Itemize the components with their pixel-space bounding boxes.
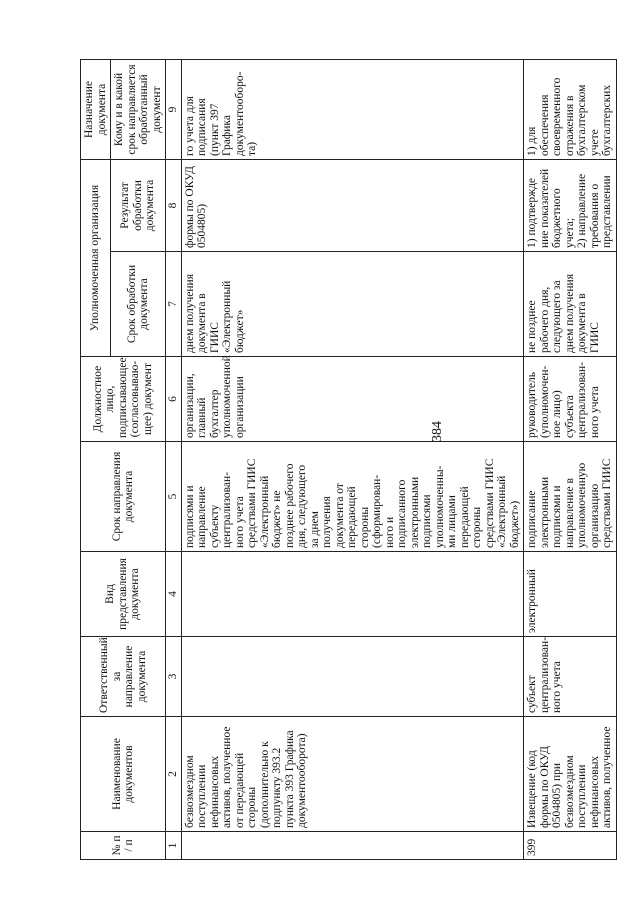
cell-line: пункта 393 Графика — [283, 730, 296, 828]
header-group-naznach: Назначение документа — [81, 59, 111, 159]
cell-line: 0504805) при — [551, 762, 563, 828]
cell-line: 1) подтвержде — [526, 177, 538, 248]
cell-line: электронными — [538, 476, 551, 548]
cell-line: активов, полученное — [601, 726, 613, 828]
cell-line: ного учета — [551, 661, 563, 713]
header-responsible: Ответственный за направление документа — [81, 637, 166, 717]
cell-line: передающей — [346, 486, 358, 548]
cell-line: подписания — [196, 98, 208, 156]
cell-line: обеспечения — [538, 94, 551, 156]
row-num — [181, 832, 524, 860]
cell-line: уполномоченной — [221, 355, 233, 438]
cell-line: бухгалтер — [208, 389, 221, 438]
cell-line: активов, полученное — [221, 726, 233, 828]
cell-line: требования о — [588, 183, 601, 248]
col-number: 7 — [166, 252, 182, 357]
cell-line: бюджет») — [508, 500, 521, 548]
cell-line: организации — [233, 376, 246, 438]
cell-line: средствами ГИИС — [246, 458, 258, 548]
cell-line: ное лицо) — [551, 390, 563, 438]
cell-line: ние показателей — [538, 168, 551, 248]
cell-line: подписание — [526, 490, 538, 548]
header-result: Результат обработки документа — [111, 159, 166, 251]
cell-line: (уполномочен- — [538, 365, 551, 438]
cell-line: бухгалтерском — [576, 84, 588, 156]
header-group-upolnom: Уполномоченная организация — [81, 159, 111, 356]
cell-line: стороны — [358, 506, 371, 548]
cell-line: стороны — [246, 786, 258, 828]
cell-line: за днем — [308, 511, 321, 548]
cell-line: от передающей — [233, 752, 246, 828]
row-official — [524, 357, 617, 442]
cell-line: рабочего дня, — [538, 286, 551, 353]
cell-line: централизован- — [576, 361, 588, 438]
cell-line: днем получения — [183, 274, 196, 353]
cell-line: (дополнительно к — [258, 741, 271, 828]
cell-line: формы по ОКУД — [538, 745, 551, 828]
cell-line: стороны — [471, 506, 483, 548]
cell-line: главный — [196, 397, 208, 438]
cell-line: централизован- — [221, 471, 233, 548]
row-processing — [181, 252, 524, 357]
table-row — [181, 59, 524, 859]
document-table-wrapper — [80, 60, 613, 860]
cell-line: подпункту 393.2 — [271, 747, 283, 828]
cell-line: (сформирован- — [371, 474, 383, 548]
cell-line: субъекта — [563, 395, 576, 438]
header-kind: Вид представления документа — [81, 552, 166, 637]
cell-line: уполномоченную — [576, 462, 588, 548]
row-official — [181, 357, 524, 442]
col-number: 8 — [166, 159, 182, 251]
cell-line: документооборота) — [296, 733, 308, 828]
row-num: 399 — [524, 832, 617, 860]
row-deadline — [524, 442, 617, 552]
cell-line: следующего за — [551, 280, 563, 353]
cell-line: ного и — [383, 516, 396, 548]
row-result — [524, 159, 617, 251]
cell-line: Извещение (код — [526, 750, 538, 828]
row-kind: электронный — [524, 552, 617, 637]
cell-line: безвозмездном — [183, 755, 196, 828]
cell-line: организацию — [588, 483, 601, 548]
row-doc-name — [524, 717, 617, 832]
table-row — [524, 59, 617, 859]
cell-line: бюджет» — [233, 309, 246, 353]
cell-line: днем получения — [563, 274, 576, 353]
cell-line: учете — [588, 129, 601, 156]
row-processing — [524, 252, 617, 357]
document-flow-table — [80, 59, 617, 860]
row-destination — [524, 59, 617, 159]
cell-line: ми лицами — [446, 495, 458, 548]
cell-line: направление в — [563, 478, 576, 548]
header-doc-name: Наименование документов — [81, 717, 166, 832]
row-destination — [181, 59, 524, 159]
cell-line: «Электронный — [496, 475, 508, 548]
cell-line: своевременного — [551, 77, 563, 156]
col-number: 9 — [166, 59, 182, 159]
cell-line: организации, — [183, 373, 196, 438]
cell-line: централизован- — [538, 636, 551, 713]
header-num: № п / п — [81, 832, 166, 860]
col-number: 3 — [166, 637, 182, 717]
cell-line: субъект — [526, 675, 538, 713]
cell-line: документа в — [196, 293, 208, 353]
cell-line: получения — [321, 496, 333, 548]
cell-line: (пункт 397 — [208, 103, 221, 156]
header-deadline: Срок направления документа — [81, 442, 166, 552]
header-official: Должностное лицо, подписывающее (согласовываю-щее) документ — [81, 357, 166, 442]
cell-line: формы по ОКУД — [183, 165, 196, 248]
cell-line: подписями и — [183, 485, 196, 548]
cell-line: ного учета — [233, 496, 246, 548]
cell-line: 2) направление — [576, 173, 588, 248]
row-deadline — [181, 442, 524, 552]
cell-line: го учета для — [183, 96, 196, 156]
cell-line: подписями — [421, 494, 433, 548]
cell-line: передающей — [458, 486, 471, 548]
row-responsible — [524, 637, 617, 717]
column-number-row — [166, 59, 182, 859]
col-number: 6 — [166, 357, 182, 442]
row-kind — [181, 552, 524, 637]
cell-line: нефинансовых — [208, 755, 221, 828]
cell-line: бухгалтерских — [601, 84, 613, 156]
col-number: 1 — [166, 832, 182, 860]
cell-line: учета; — [563, 217, 576, 248]
cell-line: отражения в — [563, 95, 576, 156]
cell-line: та) — [246, 141, 258, 156]
cell-line: ГИИС — [208, 322, 221, 353]
row-doc-name — [181, 717, 524, 832]
header-processing: Срок обработки документа — [111, 252, 166, 357]
cell-line: Графика — [221, 115, 233, 156]
cell-line: нефинансовых — [588, 755, 601, 828]
cell-line: уполномоченны- — [433, 465, 446, 548]
cell-line: подписанного — [396, 479, 408, 548]
cell-line: поступлении — [576, 764, 588, 828]
cell-line: позднее рабочего — [283, 463, 296, 548]
cell-line: субъекту — [208, 504, 221, 548]
cell-line: направление — [196, 486, 208, 548]
row-responsible — [181, 637, 524, 717]
cell-line: документа в — [576, 293, 588, 353]
cell-line: «Электронный — [258, 475, 271, 548]
cell-line: ного учета — [588, 386, 601, 438]
page-number: 384 — [430, 421, 445, 442]
cell-line: средствами ГИИС — [601, 458, 613, 548]
cell-line: электронными — [408, 476, 421, 548]
header-destination: Кому и в какой срок направляется обработанный документ — [111, 59, 166, 159]
cell-line: средствами ГИИС — [483, 458, 496, 548]
cell-line: бюджетного — [551, 188, 563, 248]
cell-line: безвозмездном — [563, 755, 576, 828]
cell-line: руководитель — [526, 372, 538, 438]
col-number: 5 — [166, 442, 182, 552]
cell-line: 0504805) — [196, 203, 208, 248]
cell-line: документооборо- — [233, 71, 246, 156]
cell-line: 1) для — [526, 126, 538, 156]
cell-line: «Электронный — [221, 280, 233, 353]
cell-line: подписями и — [551, 485, 563, 548]
cell-line: бюджет» не — [271, 490, 283, 548]
cell-line: не позднее — [526, 300, 538, 353]
cell-line: документа от — [333, 483, 346, 548]
cell-line: поступлении — [196, 764, 208, 828]
cell-line: представлении — [601, 175, 613, 248]
cell-line: ГИИС — [588, 322, 601, 353]
cell-line: дня, следующего — [296, 464, 308, 548]
col-number: 4 — [166, 552, 182, 637]
row-result — [181, 159, 524, 251]
col-number: 2 — [166, 717, 182, 832]
